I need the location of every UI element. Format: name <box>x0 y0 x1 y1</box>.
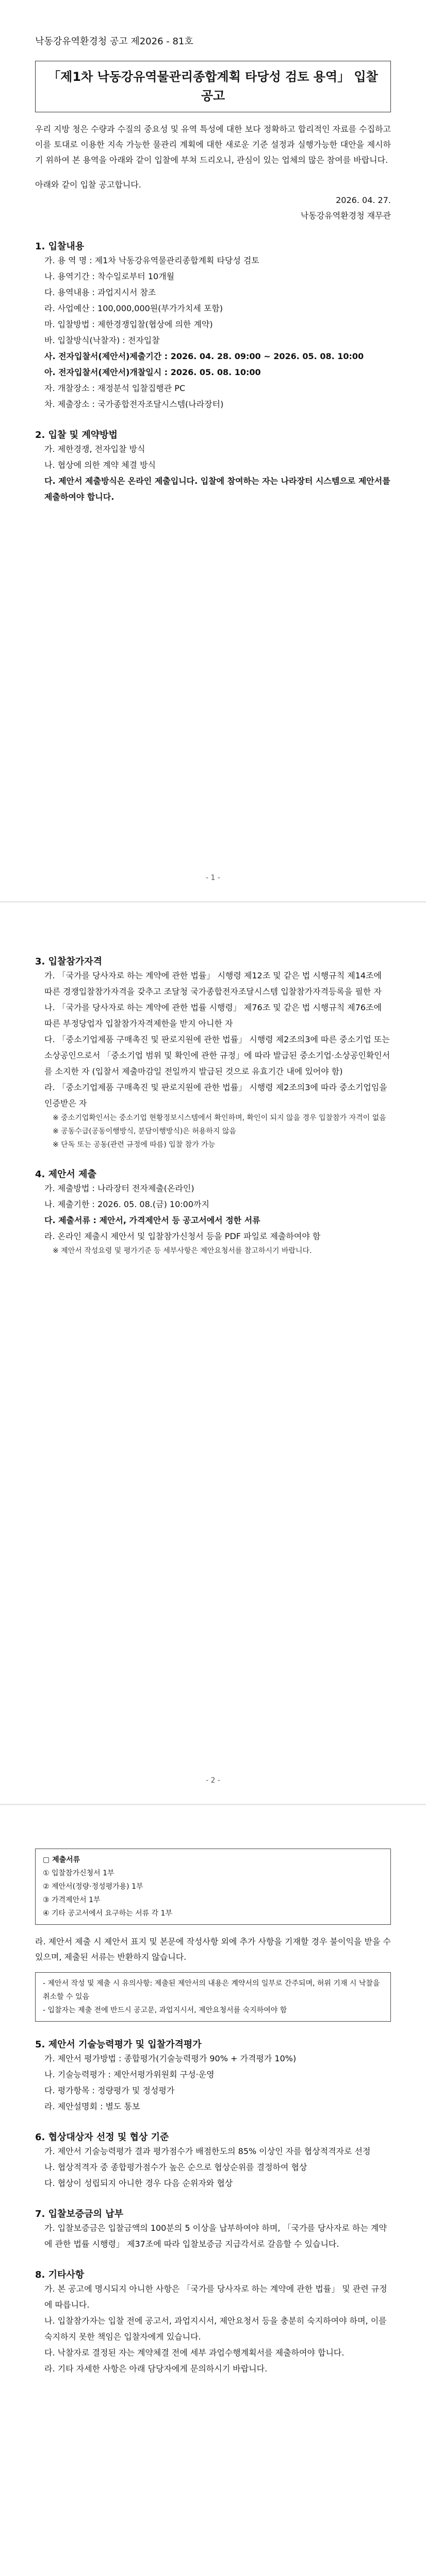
page-3 <box>0 1805 426 2576</box>
note: ※ 제안서 작성요령 및 평가기준 등 세부사항은 제안요청서를 참고하시기 바랍니다. <box>53 1247 312 1255</box>
section-title: 3. 입찰참가자격 <box>35 956 102 967</box>
section-title: 5. 제안서 기술능력평가 및 입찰가격평가 <box>35 2039 202 2050</box>
list-item: 차. 제출장소 : 국가종합전자조달시스템(나라장터) <box>44 399 224 410</box>
list-item: 라. 사업예산 : 100,000,000원(부가가치세 포함) <box>44 303 223 314</box>
note: ※ 중소기업확인서는 중소기업 현황정보시스템에서 확인하며, 확인이 되지 않을 경우 입찰참가 자격이 없음 <box>53 1114 386 1122</box>
list-item: 아. 전자입찰서(제안서)개찰일시 : 2026. 05. 08. 10:00 <box>44 367 261 378</box>
section-title: 6. 협상대상자 선정 및 협상 기준 <box>35 2132 169 2143</box>
list-item: 마. 입찰방법 : 제한경쟁입찰(협상에 의한 계약) <box>44 319 213 330</box>
intro-paragraph: 우리 지방 청은 수량과 수질의 중요성 및 유역 특성에 대한 보다 정확하고 합리적인 자료를 수집하고 이를 토대로 이용한 지속 가능한 물관리 계획에 대한 새로운 기준 설정과 실행가능한 대안을 제시하기 위하여 본 용역을 아래와 같이 입찰에 부쳐 드리오니, 관심이 있는 업체의 많은 참여를 바랍니다. <box>35 124 391 165</box>
intro-sentence: 아래와 같이 입찰 공고합니다. <box>35 180 141 190</box>
box-line: ② 제안서(정량·정성평가용) 1부 <box>43 1883 143 1891</box>
box-line: ③ 가격제안서 1부 <box>43 1896 101 1904</box>
list-item: 바. 입찰방식(낙찰자) : 전자입찰 <box>44 335 160 346</box>
list-item: 라. 기타 자세한 사항은 아래 담당자에게 문의하시기 바랍니다. <box>44 2364 268 2374</box>
list-item: 라. 제안설명회 : 별도 통보 <box>44 2102 140 2111</box>
page-number: - 1 - <box>206 874 220 882</box>
list-item: 나. 협상에 의한 계약 체결 방식 <box>44 460 156 470</box>
document-title: 「제1차 낙동강유역물관리종합계획 타당성 검토 용역」 입찰 공고 <box>35 61 391 112</box>
paragraph: 가. 입찰보증금은 입찰금액의 100분의 5 이상을 납부하여야 하며, 「국가를 당사자로 하는 계약에 관한 법률 시행령」 제37조에 따라 입찰보증금 지급각서로 갈음할 수 있습니다. <box>44 2223 387 2249</box>
list-item: 다. 「중소기업제품 구매촉진 및 판로지원에 관한 법률」 시행령 제2조의3에 따른 중소기업 또는 소상공인으로서 「중소기업 범위 및 확인에 관한 규정」에 따라 발급된 중소기업·소상공인확인서를 소지한 자 (입찰서 제출마감일 전일까지 발급된 것으로 유효기간 내에 있어야 함) <box>44 1035 390 1076</box>
list-item: 나. 협상적격자 중 종합평가점수가 높은 순으로 협상순위를 결정하여 협상 <box>44 2162 307 2172</box>
list-item: 가. 본 공고에 명시되지 아니한 사항은 「국가를 당사자로 하는 계약에 관한 법률」 및 관련 규정에 따릅니다. <box>44 2284 387 2310</box>
list-item: 가. 제안서 기술능력평가 결과 평가점수가 배점한도의 85% 이상인 자를 협상적격자로 선정 <box>44 2146 371 2156</box>
list-item: 사. 전자입찰서(제안서)제출기간 : 2026. 04. 28. 09:00 ~ 2026. 05. 08. 10:00 <box>44 351 364 362</box>
box-line: ① 입찰참가신청서 1부 <box>43 1869 114 1877</box>
list-item: 자. 개찰장소 : 재정분석 입찰집행관 PC <box>44 383 186 394</box>
list-item: 가. 제한경쟁, 전자입찰 방식 <box>44 444 145 454</box>
list-item: 다. 제출서류 : 제안서, 가격제안서 등 공고서에서 정한 서류 <box>44 1215 260 1225</box>
page-1 <box>0 0 426 903</box>
page-2 <box>0 903 426 1805</box>
list-item: 다. 제안서 제출방식은 온라인 제출입니다. 입찰에 참여하는 자는 나라장터 시스템으로 제안서를 제출하여야 합니다. <box>44 476 390 502</box>
list-item: 다. 낙찰자로 결정된 자는 계약체결 전에 세부 과업수행계획서를 제출하여야 합니다. <box>44 2348 345 2358</box>
note: ※ 단독 또는 공동(관련 규정에 따름) 입찰 참가 가능 <box>53 1141 216 1149</box>
box-title: ▢ 제출서류 <box>43 1856 80 1864</box>
section-title: 7. 입찰보증금의 납부 <box>35 2209 123 2219</box>
document-number: 낙동강유역환경청 공고 제2026 - 81호 <box>35 36 193 47</box>
section-title: 2. 입찰 및 계약방법 <box>35 430 118 441</box>
list-item: 가. 제출방법 : 나라장터 전자제출(온라인) <box>44 1183 194 1193</box>
paragraph: 라. 제안서 제출 시 제안서 표지 및 본문에 작성사항 외에 추가 사항을 기재할 경우 불이익을 받을 수 있으며, 제출된 서류는 반환하지 않습니다. <box>35 1937 391 1962</box>
issue-date: 2026. 04. 27. <box>336 195 391 206</box>
section-title: 1. 입찰내용 <box>35 241 85 252</box>
list-item: 가. 용 역 명 : 제1차 낙동강유역물관리종합계획 타당성 검토 <box>44 256 259 266</box>
page-number: - 2 - <box>206 1776 220 1785</box>
list-item: 다. 협상이 성립되지 아니한 경우 다음 순위자와 협상 <box>44 2178 233 2188</box>
section-title: 8. 기타사항 <box>35 2269 85 2280</box>
list-item: 나. 「국가를 당사자로 하는 계약에 관한 법률 시행령」 제76조 및 같은 법 시행규칙 제76조에 따른 부정당업자 입찰참가자격제한을 받지 아니한 자 <box>44 1003 382 1028</box>
box-line: ④ 기타 공고서에서 요구하는 서류 각 1부 <box>43 1909 173 1918</box>
list-item: 나. 용역기간 : 착수일로부터 10개월 <box>44 272 175 282</box>
list-item: 라. 「중소기업제품 구매촉진 및 판로지원에 관한 법률」 시행령 제2조의3에 따라 중소기업임을 인증받은 자 <box>44 1082 387 1108</box>
box-line: - 제안서 작성 및 제출 시 유의사항: 제출된 제안서의 내용은 계약서의 일부로 간주되며, 허위 기재 시 낙찰을 취소할 수 있음 <box>43 1979 380 2001</box>
list-item: 가. 제안서 평가방법 : 종합평가(기술능력평가 90% + 가격평가 10%) <box>44 2054 297 2063</box>
list-item: 가. 「국가를 당사자로 하는 계약에 관한 법률」 시행령 제12조 및 같은 법 시행규칙 제14조에 따른 경쟁입찰참가자격을 갖추고 조달청 국가종합전자조달시스템 입찰참가자격등록을 필한 자 <box>44 971 382 996</box>
section-title: 4. 제안서 제출 <box>35 1169 96 1180</box>
list-item: 다. 평가항목 : 정량평가 및 정성평가 <box>44 2086 175 2095</box>
list-item: 나. 기술능력평가 : 제안서평가위원회 구성·운영 <box>44 2070 215 2079</box>
list-item: 다. 용역내용 : 과업지시서 참조 <box>44 287 156 298</box>
note: ※ 공동수급(공동이행방식, 분담이행방식)은 허용하지 않음 <box>53 1127 236 1136</box>
submission-documents-box <box>35 1849 391 1925</box>
list-item: 라. 온라인 제출시 제안서 및 입찰참가신청서 등을 PDF 파일로 제출하여야 함 <box>44 1231 321 1241</box>
list-item: 나. 입찰참가자는 입찰 전에 공고서, 과업지시서, 제안요청서 등을 충분히 숙지하여야 하며, 이를 숙지하지 못한 책임은 입찰자에게 있습니다. <box>44 2316 387 2342</box>
issuer: 낙동강유역환경청 재무관 <box>300 211 391 221</box>
notice-box <box>35 1972 391 2022</box>
list-item: 나. 제출기한 : 2026. 05. 08.(금) 10:00까지 <box>44 1199 209 1209</box>
box-line: - 입찰자는 제출 전에 반드시 공고문, 과업지시서, 제안요청서를 숙지하여야 함 <box>43 2006 287 2014</box>
